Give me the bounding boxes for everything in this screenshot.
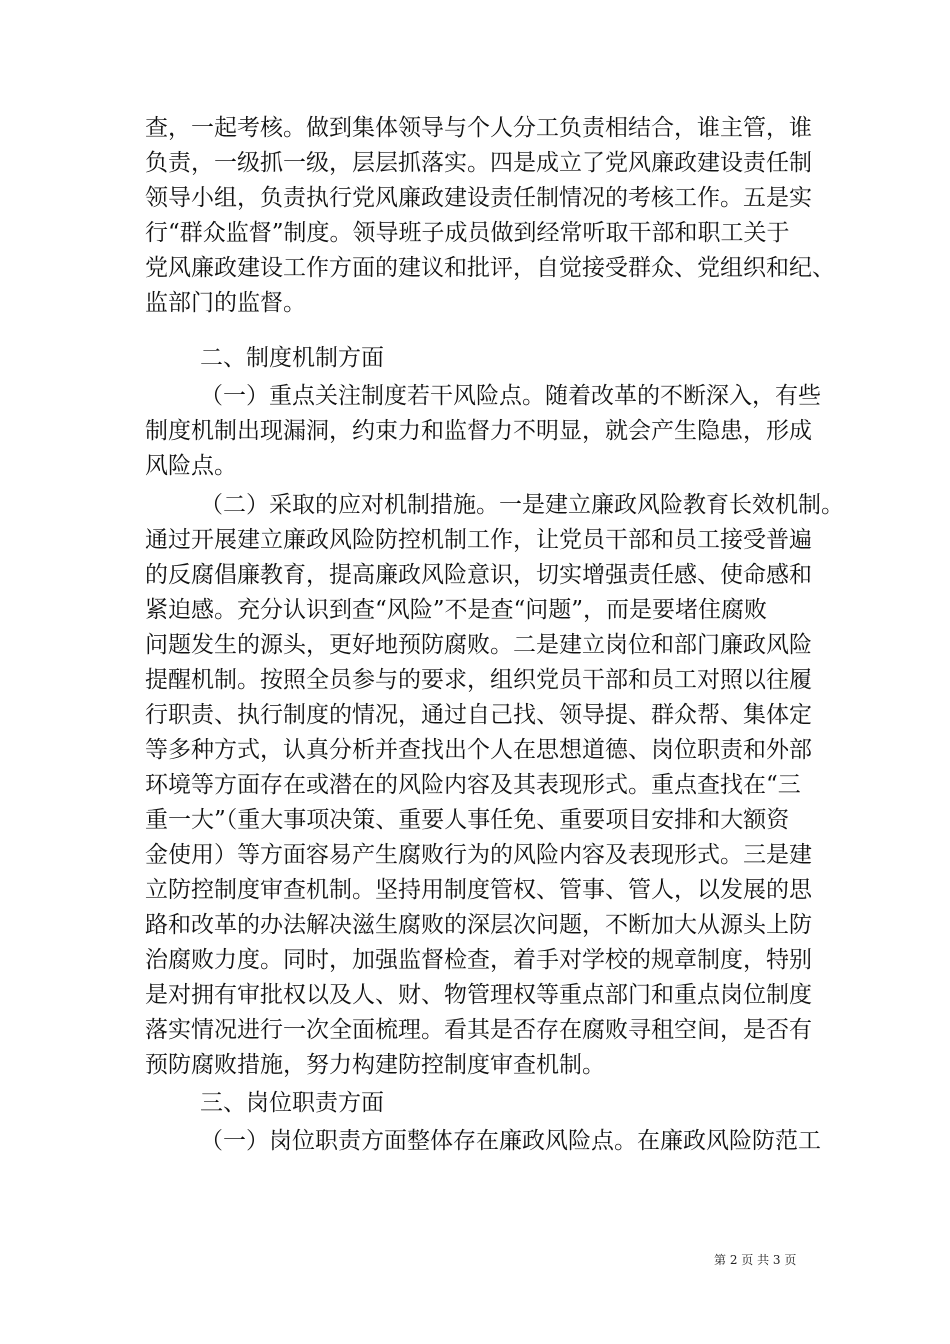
text-line: （二）采取的应对机制措施。一是建立廉政风险教育长效机制。 — [200, 492, 844, 518]
text-line: 落实情况进行一次全面梳理。看其是否存在腐败寻租空间，是否有 — [145, 1017, 812, 1043]
text-line: （一）重点关注制度若干风险点。随着改革的不断深入，有些 — [200, 383, 821, 409]
text-line: 问题发生的源头，更好地预防腐败。二是建立岗位和部门廉政风险 — [145, 632, 812, 658]
text-line: 路和改革的办法解决滋生腐败的深层次问题，不断加大从源头上防 — [145, 912, 812, 938]
section-heading: 三、岗位职责方面 — [200, 1090, 384, 1116]
text-line: 查，一起考核。做到集体领导与个人分工负责相结合，谁主管，谁 — [145, 115, 812, 141]
text-line: 金使用）等方面容易产生腐败行为的风险内容及表现形式。三是建 — [145, 842, 812, 868]
text-line: 党风廉政建设工作方面的建议和批评，自觉接受群众、党组织和纪、 — [145, 255, 835, 281]
text-line: 行“群众监督”制度。领导班子成员做到经常听取干部和职工关于 — [145, 220, 790, 246]
text-line: 提醒机制。按照全员参与的要求，组织党员干部和员工对照以往履 — [145, 667, 812, 693]
text-line: 制度机制出现漏洞，约束力和监督力不明显，就会产生隐患，形成 — [145, 418, 812, 444]
text-line: 领导小组，负责执行党风廉政建设责任制情况的考核工作。五是实 — [145, 185, 812, 211]
text-line: 行职责、执行制度的情况，通过自己找、领导提、群众帮、集体定 — [145, 702, 812, 728]
text-line: 重一大”（重大事项决策、重要人事任免、重要项目安排和大额资 — [145, 807, 790, 833]
text-line: 治腐败力度。同时，加强监督检查，着手对学校的规章制度，特别 — [145, 947, 812, 973]
text-line: 风险点。 — [145, 453, 237, 479]
text-line: 紧迫感。充分认识到查“风险”不是查“问题”，而是要堵住腐败 — [145, 597, 768, 623]
text-line: （一）岗位职责方面整体存在廉政风险点。在廉政风险防范工 — [200, 1128, 821, 1154]
page-number: 第 2 页 共 3 页 — [714, 1253, 797, 1267]
text-line: 通过开展建立廉政风险防控机制工作，让党员干部和员工接受普遍 — [145, 527, 812, 553]
text-line: 监部门的监督。 — [145, 290, 306, 316]
text-line: 立防控制度审查机制。坚持用制度管权、管事、管人，以发展的思 — [145, 877, 812, 903]
text-line: 等多种方式，认真分析并查找出个人在思想道德、岗位职责和外部 — [145, 737, 812, 763]
section-heading: 二、制度机制方面 — [200, 345, 384, 371]
text-line: 负责，一级抓一级，层层抓落实。四是成立了党风廉政建设责任制 — [145, 150, 812, 176]
text-line: 的反腐倡廉教育，提高廉政风险意识，切实增强责任感、使命感和 — [145, 562, 812, 588]
text-line: 是对拥有审批权以及人、财、物管理权等重点部门和重点岗位制度 — [145, 982, 812, 1008]
text-line: 预防腐败措施，努力构建防控制度审查机制。 — [145, 1052, 605, 1078]
text-line: 环境等方面存在或潜在的风险内容及其表现形式。重点查找在“三 — [145, 772, 801, 798]
